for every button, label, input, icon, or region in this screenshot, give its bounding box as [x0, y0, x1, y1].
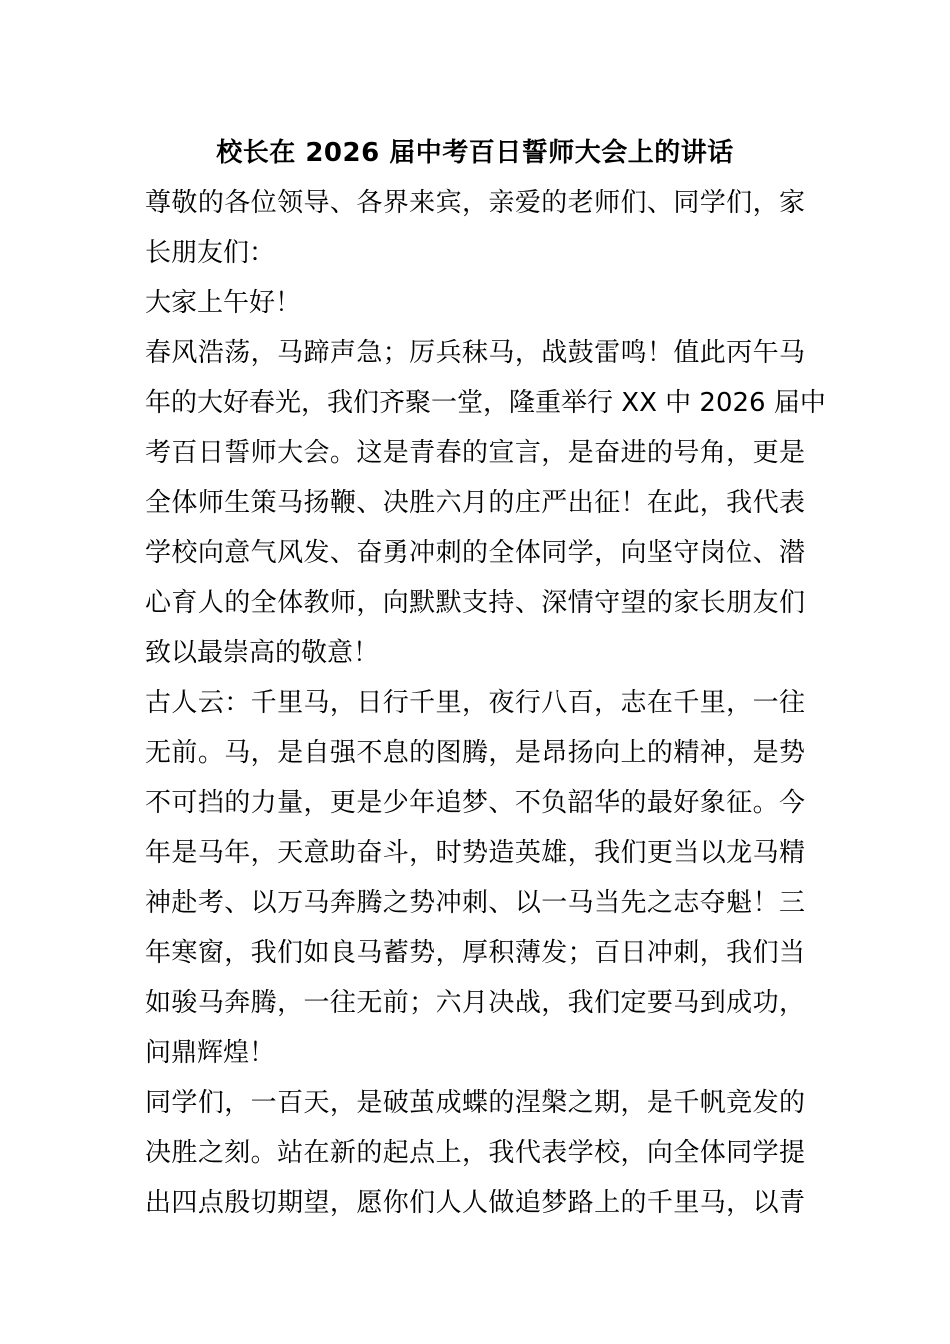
text-line: 古人云：千里马，日行千里，夜行八百，志在千里，一往 — [145, 688, 805, 718]
text-line: 不可挡的力量，更是少年追梦、不负韶华的最好象征。今 — [145, 788, 805, 818]
text-line: 神赴考、以万马奔腾之势冲刺、以一马当先之志夺魁！三 — [145, 888, 805, 918]
text-line: 学校向意气风发、奋勇冲刺的全体同学，向坚守岗位、潜 — [145, 538, 805, 568]
text-line: 同学们，一百天，是破茧成蝶的涅槃之期，是千帆竞发的 — [145, 1088, 805, 1118]
text-line: 如骏马奔腾，一往无前；六月决战，我们定要马到成功， — [145, 988, 805, 1018]
text-line: 问鼎辉煌！ — [145, 1038, 276, 1068]
text-line: 年是马年，天意助奋斗，时势造英雄，我们更当以龙马精 — [145, 838, 805, 868]
text-line: 出四点殷切期望，愿你们人人做追梦路上的千里马，以青 — [145, 1188, 805, 1218]
text-line: 考百日誓师大会。这是青春的宣言，是奋进的号角，更是 — [145, 438, 805, 468]
text-line: 大家上午好！ — [145, 288, 302, 318]
text-line: 尊敬的各位领导、各界来宾，亲爱的老师们、同学们，家 — [145, 188, 805, 218]
text-line: 无前。马，是自强不息的图腾，是昂扬向上的精神，是势 — [145, 738, 805, 768]
text-line: 全体师生策马扬鞭、决胜六月的庄严出征！在此，我代表 — [145, 488, 805, 518]
text-line: 长朋友们： — [145, 238, 276, 268]
text-line: 心育人的全体教师，向默默支持、深情守望的家长朋友们 — [145, 588, 805, 618]
text-line: 年的大好春光，我们齐聚一堂，隆重举行 XX 中 2026 届中 — [145, 388, 826, 418]
text-line: 年寒窗，我们如良马蓄势，厚积薄发；百日冲刺，我们当 — [145, 938, 805, 968]
document-title: 校长在 2026 届中考百日誓师大会上的讲话 — [216, 138, 734, 168]
document-body — [145, 178, 826, 1228]
text-line: 致以最崇高的敬意！ — [145, 638, 380, 668]
text-line: 春风浩荡，马蹄声急；厉兵秣马，战鼓雷鸣！值此丙午马 — [145, 338, 805, 368]
text-line: 决胜之刻。站在新的起点上，我代表学校，向全体同学提 — [145, 1138, 805, 1168]
